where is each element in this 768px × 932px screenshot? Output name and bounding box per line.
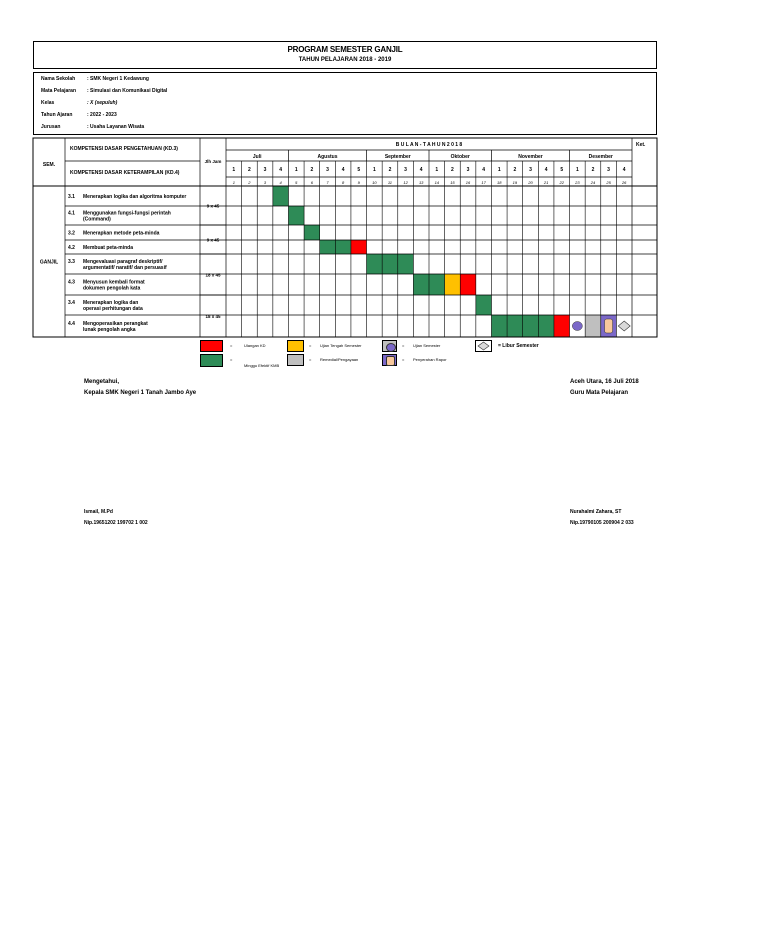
legend-grey-swatch bbox=[287, 354, 304, 366]
week-label: 3 bbox=[607, 167, 610, 173]
ket-header: Ket. bbox=[636, 142, 646, 148]
info-value: : X (sepuluh) bbox=[87, 100, 118, 106]
week-number: 3 bbox=[263, 180, 267, 185]
diamond-icon bbox=[618, 321, 630, 331]
legend-yellow-swatch bbox=[287, 340, 304, 352]
kd-text: Mengoperasikan perangkat bbox=[83, 321, 148, 327]
week-label: 1 bbox=[294, 167, 298, 173]
schedule-cell bbox=[538, 315, 554, 337]
legend-diamond-swatch bbox=[475, 340, 492, 352]
schedule-cell bbox=[382, 254, 398, 274]
week-number: 15 bbox=[450, 180, 455, 185]
week-number: 18 bbox=[497, 180, 502, 185]
page-title: PROGRAM SEMESTER GANJIL bbox=[287, 45, 403, 54]
schedule-cell bbox=[523, 315, 539, 337]
kd-text: Menerapkan metode peta-minda bbox=[83, 230, 160, 237]
schedule-cell bbox=[304, 225, 320, 240]
week-number: 23 bbox=[575, 180, 580, 185]
legend-purple-swatch bbox=[382, 340, 397, 352]
report-icon bbox=[386, 356, 395, 366]
week-label: 4 bbox=[419, 167, 423, 173]
kd-number: 3.2 bbox=[68, 230, 75, 237]
sig-right-line2: Guru Mata Pelajaran bbox=[570, 390, 629, 396]
schedule-cell bbox=[398, 254, 414, 274]
week-label: 2 bbox=[310, 167, 314, 173]
week-label: 3 bbox=[263, 167, 267, 173]
week-number: 4 bbox=[279, 180, 282, 185]
kd-number: 3.1 bbox=[68, 194, 75, 200]
legend-red-swatch bbox=[200, 340, 223, 352]
sig-left-line2: Kepala SMK Negeri 1 Tanah Jambo Aye bbox=[84, 390, 197, 396]
week-label: 3 bbox=[326, 167, 329, 173]
legend-efektif: Minggu Efektif KMB bbox=[244, 363, 280, 368]
kd3-header: KOMPETENSI DASAR PENGETAHUAN (KD.3) bbox=[70, 146, 178, 152]
sig-left-line1: Mengetahui, bbox=[84, 379, 120, 385]
week-number: 20 bbox=[528, 180, 533, 185]
month-label: Oktober bbox=[450, 154, 470, 160]
kd-text: (Command) bbox=[83, 216, 111, 223]
page-subtitle: TAHUN PELAJARAN 2018 - 2019 bbox=[298, 57, 392, 63]
schedule-cell bbox=[429, 274, 445, 295]
schedule-cell bbox=[460, 274, 476, 295]
legend-remedial: Remedial/Pengayaan bbox=[320, 357, 359, 362]
week-label: 4 bbox=[279, 167, 283, 173]
jam-label: 9 x 45 bbox=[206, 237, 220, 243]
week-number: 1 bbox=[232, 180, 235, 185]
schedule-cell bbox=[273, 186, 289, 206]
info-key: Jurusan bbox=[41, 124, 61, 130]
week-number: 10 bbox=[372, 180, 377, 185]
jam-label: 18 x 45 bbox=[205, 314, 221, 319]
kd-text: Menyusun kembali format bbox=[83, 279, 145, 286]
kd-text: Membuat peta-minda bbox=[83, 245, 134, 251]
legend-libur: = Libur Semester bbox=[498, 343, 539, 349]
kd-number: 4.4 bbox=[68, 321, 75, 327]
month-label: Desember bbox=[588, 154, 613, 160]
week-label: 1 bbox=[575, 167, 579, 173]
week-label: 3 bbox=[529, 167, 532, 173]
kd-text: dokumen pengolah kata bbox=[83, 285, 141, 292]
week-label: 4 bbox=[544, 167, 548, 173]
legend-rapor: Penyerahan Rapor bbox=[413, 357, 447, 362]
schedule-cell bbox=[288, 206, 304, 225]
week-number: 26 bbox=[621, 180, 627, 185]
week-number: 11 bbox=[387, 180, 393, 185]
kd-text: Menerapkan logika dan bbox=[83, 300, 139, 306]
jam-header: Jlh Jam bbox=[204, 159, 222, 164]
bulan-header: B U L A N - T A H U N 2 0 1 8 bbox=[395, 142, 463, 148]
kd-text: Menerapkan logika dan algoritma komputer bbox=[83, 194, 187, 200]
info-key: Tahun Ajaran bbox=[41, 112, 73, 118]
month-label: Juli bbox=[252, 154, 262, 160]
kd-number: 4.1 bbox=[68, 210, 75, 217]
week-label: 4 bbox=[482, 167, 486, 173]
week-label: 4 bbox=[622, 167, 626, 173]
week-label: 1 bbox=[372, 167, 376, 173]
jam-label: 9 x 45 bbox=[206, 203, 220, 209]
week-label: 2 bbox=[451, 167, 454, 173]
schedule-cell bbox=[351, 240, 367, 254]
week-label: 3 bbox=[466, 167, 470, 173]
schedule-cell bbox=[335, 240, 351, 254]
kd4-header: KOMPETENSI DASAR KETERAMPILAN (KD.4) bbox=[70, 170, 180, 176]
month-label: November bbox=[518, 154, 543, 160]
week-number: 8 bbox=[341, 180, 345, 185]
legend-uts: Ujian Tengah Semester bbox=[320, 343, 362, 348]
legend-eq: = bbox=[309, 343, 312, 348]
schedule-cell bbox=[320, 240, 336, 254]
info-value: : Simulasi dan Komunikasi Digital bbox=[87, 88, 168, 94]
week-number: 2 bbox=[248, 180, 251, 185]
week-label: 2 bbox=[388, 167, 392, 173]
legend-eq: = bbox=[230, 343, 233, 348]
kd-number: 3.3 bbox=[68, 259, 75, 265]
week-number: 17 bbox=[481, 180, 486, 185]
info-value: : SMK Negeri 1 Kedawung bbox=[87, 76, 149, 82]
week-label: 1 bbox=[232, 167, 236, 173]
week-label: 2 bbox=[248, 167, 251, 173]
info-key: Kelas bbox=[41, 100, 55, 106]
legend-eq: = bbox=[309, 357, 312, 362]
week-label: 2 bbox=[591, 167, 595, 173]
week-label: 3 bbox=[404, 167, 407, 173]
week-label: 5 bbox=[560, 167, 564, 173]
week-label: 4 bbox=[341, 167, 345, 173]
week-number: 24 bbox=[590, 180, 596, 185]
schedule-cell bbox=[491, 315, 507, 337]
week-number: 6 bbox=[310, 180, 314, 185]
semester-label: GANJIL bbox=[39, 259, 59, 266]
legend-uas: Ujian Semester bbox=[413, 343, 441, 348]
jam-label: 18 x 45 bbox=[205, 272, 221, 278]
sig-left-nip: Nip.19651202 199702 1 002 bbox=[84, 520, 148, 526]
week-number: 19 bbox=[512, 180, 518, 185]
diamond-icon bbox=[476, 341, 491, 351]
oval-icon bbox=[386, 343, 396, 352]
legend-eq: = bbox=[402, 357, 405, 362]
sig-right-nip: Nip.19790105 200904 2 033 bbox=[570, 520, 634, 526]
schedule-cell bbox=[367, 254, 383, 274]
legend-green-swatch bbox=[200, 354, 223, 367]
week-number: 5 bbox=[295, 180, 298, 185]
week-number: 13 bbox=[418, 180, 424, 185]
sem-header: SEM. bbox=[42, 162, 56, 168]
schedule-cell bbox=[413, 274, 429, 295]
week-number: 22 bbox=[559, 180, 564, 185]
kd-number: 4.2 bbox=[68, 245, 75, 251]
report-icon bbox=[605, 319, 613, 333]
kd-number: 4.3 bbox=[68, 279, 75, 286]
sig-left-name: Ismail, M.Pd bbox=[84, 509, 113, 515]
legend-ulangan: Ulangan KD bbox=[244, 343, 266, 348]
legend-eq: = bbox=[230, 357, 233, 362]
schedule-cell bbox=[445, 274, 461, 295]
schedule-cell bbox=[507, 315, 523, 337]
week-number: 14 bbox=[434, 180, 440, 185]
exam-oval-icon bbox=[572, 322, 582, 331]
month-label: Agustus bbox=[317, 154, 338, 160]
kd-text: Menggunakan fungsi-fungsi perintah bbox=[83, 210, 171, 217]
week-label: 5 bbox=[357, 167, 361, 173]
info-key: Mata Pelajaran bbox=[41, 88, 77, 94]
sig-right-name: Nurahalmi Zahara, ST bbox=[570, 509, 622, 515]
month-label: September bbox=[384, 154, 411, 160]
kd-text: Mengevaluasi paragraf deskriptif/ bbox=[83, 259, 163, 265]
week-label: 1 bbox=[435, 167, 439, 173]
schedule-cell bbox=[585, 315, 601, 337]
kd-number: 3.4 bbox=[68, 300, 75, 306]
week-label: 1 bbox=[497, 167, 501, 173]
kd-text: operasi perhitungan data bbox=[83, 306, 143, 312]
week-label: 2 bbox=[513, 167, 517, 173]
week-number: 9 bbox=[357, 180, 360, 185]
week-number: 25 bbox=[606, 180, 611, 185]
week-number: 7 bbox=[326, 180, 329, 185]
info-value: : 2022 - 2023 bbox=[87, 112, 117, 118]
schedule-cell bbox=[476, 295, 492, 315]
schedule-cell bbox=[554, 315, 570, 337]
kd-text: argumentatif/ naratif/ dan persuasif bbox=[83, 265, 167, 271]
sig-right-line1: Aceh Utara, 16 Juli 2018 bbox=[570, 379, 639, 385]
legend-eq: = bbox=[402, 343, 405, 348]
legend-rapor-swatch bbox=[382, 354, 397, 366]
info-key: Nama Sekolah bbox=[41, 76, 76, 82]
week-number: 12 bbox=[403, 180, 408, 185]
info-value: : Usaha Layanan Wisata bbox=[87, 124, 145, 130]
kd-text: lunak pengolah angka bbox=[83, 327, 136, 333]
week-number: 16 bbox=[465, 180, 471, 185]
week-number: 21 bbox=[543, 180, 549, 185]
